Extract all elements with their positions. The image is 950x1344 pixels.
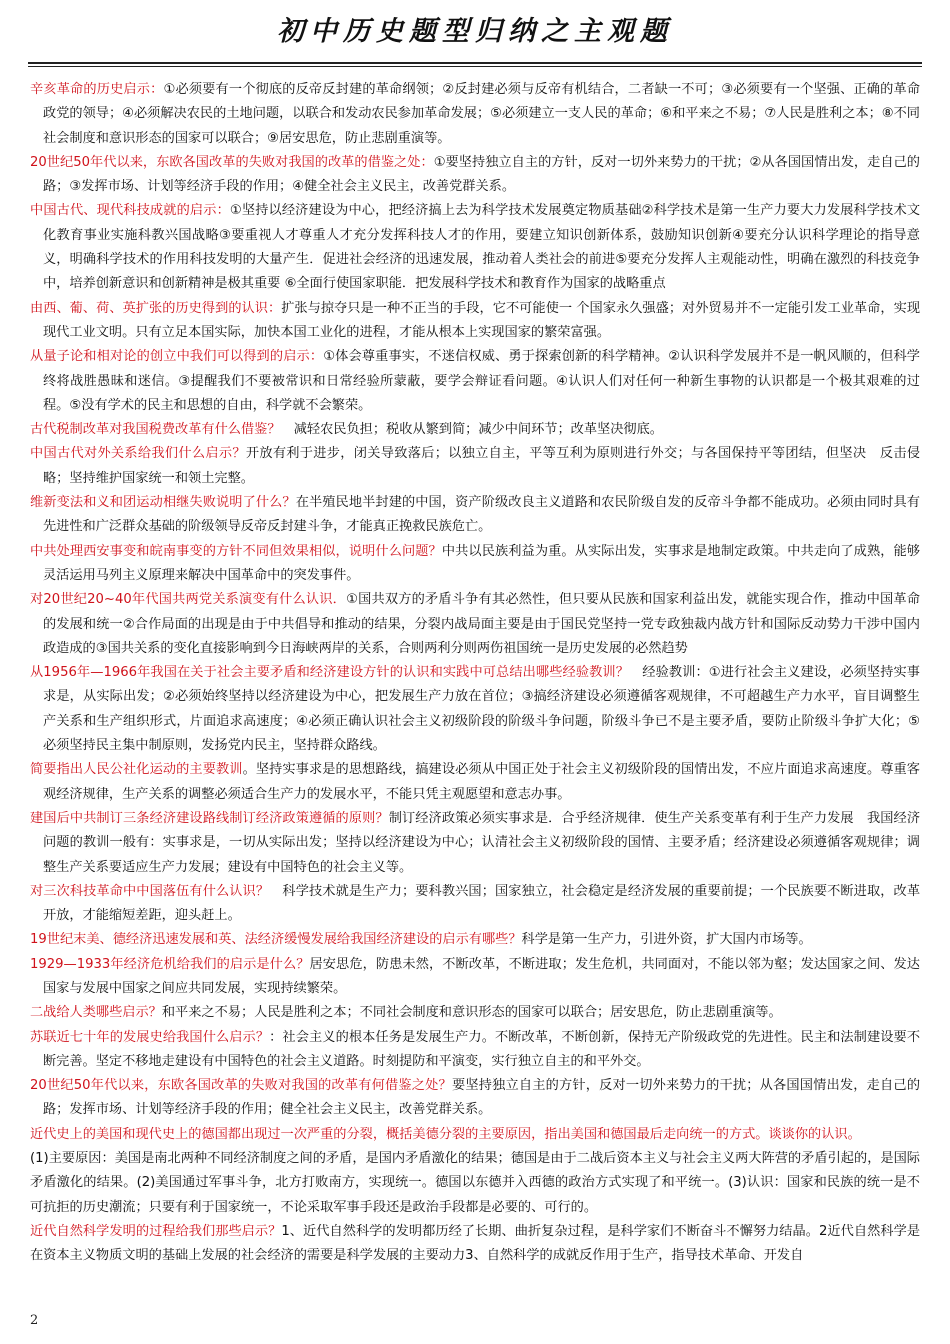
qa-entry <box>30 1123 920 1147</box>
qa-entry <box>30 1220 920 1269</box>
question-text: 建国后中共制订三条经济建设路线制订经济政策遵循的原则？ <box>30 810 389 826</box>
question-text: 苏联近七十年的发展史给我国什么启示？ <box>30 1029 270 1045</box>
answer-text: ：社会主义的根本任务是发展生产力。不断改革，不断创新，保持无产阶级政党的先进性。民主和法制建设要不断完善。坚定不移地走建设有中国特色的社会主义道路。时刻提防和平演变，实行独立自主的和平外交。 <box>43 1029 921 1069</box>
question-text: 对20世纪20~40年代国共两党关系演变有什么认识． <box>30 592 347 608</box>
question-text: 维新变法和义和团运动相继失败说明了什么？ <box>30 495 296 511</box>
question-text: 从量子论和相对论的创立中我们可以得到的启示： <box>30 349 324 365</box>
question-text: 1929—1933年经济危机给我们的启示是什么？ <box>30 956 310 972</box>
question-text: 近代史上的美国和现代史上的德国都出现过一次严重的分裂，概括美德分裂的主要原因，指出美国和德国最后走向统一的方式。谈谈你的认识。 <box>30 1126 861 1142</box>
qa-entry <box>30 588 920 661</box>
question-text: 中国古代、现代科技成就的启示： <box>30 203 230 219</box>
page-header <box>28 8 922 66</box>
question-text: 中共处理西安事变和皖南事变的方针不同但效果相似，说明什么问题？ <box>30 543 442 559</box>
answer-text: 在半殖民地半封建的中国，资产阶级改良主义道路和农民阶级自发的反帝斗争都不能成功。必须由同时具有先进性和广泛群众基础的阶级领导反帝反封建斗争，才能真正挽救民族危亡。 <box>43 495 920 535</box>
question-text: 辛亥革命的历史启示： <box>30 82 164 97</box>
question-text: 由西、葡、荷、英扩张的历史得到的认识： <box>30 300 282 316</box>
answer-text: 和平来之不易；人民是胜利之本；不同社会制度和意识形态的国家可以联合；居安思危，防止悲剧重演等。 <box>161 1005 782 1021</box>
answer-text: 居安思危，防患未然，不断改革，不断进取；发生危机，共同面对，不能以邻为壑；发达国家之间、发达国家与发展中国家之间应共同发展，实现持续繁荣。 <box>43 956 920 996</box>
answer-text: 要坚持独立自主的方针，反对一切外来势力的干扰；从各国国情出发，走自己的路；发挥市场、计划等经济手段的作用；健全社会主义民主，改善党群关系。 <box>43 1078 921 1118</box>
answer-text: 。坚持实事求是的思想路线，搞建设必须从中国正处于社会主义初级阶段的国情出发，不应片面追求高速度。尊重客观经济规律，生产关系的调整必须适合生产力的发展水平，不能只凭主观愿望和意志办事。 <box>43 762 920 802</box>
qa-entry <box>30 442 920 491</box>
qa-entry <box>30 1026 920 1075</box>
answer-text: ①要坚持独立自主的方针，反对一切外来势力的干扰；②从各国国情出发，走自己的路；③发挥市场、计划等经济手段的作用；④健全社会主义民主，改善党群关系。 <box>43 154 920 195</box>
answer-text: ①必须要有一个彻底的反帝反封建的革命纲领；②反封建必须与反帝有机结合，二者缺一不可；③必须要有一个坚强、正确的革命政党的领导；④必须解决农民的土地问题，以联合和发动农民参加革命发展；⑤必须建立一支人民的革命；⑥和平来之不易；⑦人民是胜利之本；⑧不同社会制度和意识形态的国家可以联合；⑨居安思危，防止悲剧重演等。 <box>43 82 921 146</box>
question-text: 对三次科技革命中中国落伍有什么认识？ <box>30 883 270 899</box>
qa-entry <box>30 758 920 807</box>
answer-text: 经验教训：①进行社会主义建设，必须坚持实事求是，从实际出发；②必须始终坚持以经济建设为中心，把发展生产力放在首位；③搞经济建设必须遵循客观规律，不可超越生产力水平，盲目调整生产关系和生产组织形式，片面追求高速度；④必须正确认识社会主义初级阶段的阶级斗争问题，阶级斗争已不是主要矛盾，要防止阶级斗争扩大化；⑤必须坚持民主集中制原则，发扬党内民主，坚持群众路线。 <box>43 665 920 754</box>
answer-text: 扩张与掠夺只是一种不正当的手段，它不可能使一 个国家永久强盛；对外贸易并不一定能引发工业革命，实现现代工业文明。只有立足本国实际，加快本国工业化的进程，才能从根本上实现国家的繁荣富强。 <box>43 300 921 340</box>
page-number: 2 <box>30 1313 39 1328</box>
answer-text: 科学技术就是生产力；要科教兴国；国家独立，社会稳定是经济发展的重要前提；一个民族要不断进取，改革开放，才能缩短差距，迎头赶上。 <box>43 883 921 924</box>
question-text: 20世纪50年代以来，东欧各国改革的失败对我国的改革的借鉴之处： <box>30 154 434 170</box>
answer-text: (1)主要原因：美国是南北两种不同经济制度之间的矛盾，是国内矛盾激化的结果；德国是由于二战后资本主义与社会主义两大阵营的矛盾引起的，是国际矛盾激化的结果。(2)美国通过军事斗争，北方打败南方，实现统一。德国以东德并入西德的政治方式实现了和平统一。(3)认识：国家和民族的统一是不可抗拒的历史潮流；只要有利于国家统一，不论采取军事手段还是政治手段都是必要的、可行的。 <box>30 1151 920 1215</box>
question-text: 中国古代对外关系给我们什么启示？ <box>30 446 246 462</box>
qa-entry <box>30 1074 920 1123</box>
header-rule-thin <box>28 66 922 67</box>
answer-text: ①坚持以经济建设为中心，把经济搞上去为科学技术发展奠定物质基础②科学技术是第一生产力要大力发展科学技术文化教育事业实施科教兴国战略③要重视人才尊重人才充分发挥科技人才的作用，要建立知识创新体系，鼓励知识创新④要充分认识科学理论的指导意义，明确科学技术的作用科技发明的大量产生．促进社会经济的迅速发展，推动着人类社会的前进⑤要充分发挥人主观能动性，明确在激烈的科技竞争中，培养创新意识和创新精神是极其重要 ⑥全面行使国家职能．把发展科学技术和教育作为国家的战略重点 <box>43 203 921 292</box>
answer-text: 中共以民族利益为重。从实际出发，实事求是地制定政策。中共走向了成熟，能够灵活运用马列主义原理来解决中国革命中的突发事件。 <box>43 543 921 583</box>
question-text: 从1956年—1966年我国在关于社会主要矛盾和经济建设方针的认识和实践中可总结出哪些经验教训？ <box>30 665 629 681</box>
qa-entry <box>30 78 920 151</box>
qa-entry <box>30 199 920 296</box>
answer-text: 科学是第一生产力，引进外资，扩大国内市场等。 <box>521 932 812 948</box>
question-text: 近代自然科学发明的过程给我们那些启示？ <box>30 1223 282 1239</box>
document-title: 初中历史题型归纳之主观题 <box>277 16 673 47</box>
qa-entry <box>30 1001 920 1025</box>
document-body <box>30 78 920 1269</box>
question-text: 二战给人类哪些启示？ <box>30 1005 162 1021</box>
qa-entry <box>30 880 920 929</box>
question-text: 古代税制改革对我国税费改革有什么借鉴？ <box>30 422 281 438</box>
qa-entry <box>30 953 920 1002</box>
qa-entry <box>30 1147 920 1220</box>
answer-text: 开放有利于进步，闭关导致落后；以独立自主，平等互利为原则进行外交；与各国保持平等团结，但坚决 反击侵略；坚持维护国家统一和领土完整。 <box>43 446 921 486</box>
qa-entry <box>30 345 920 418</box>
question-text: 19世纪末美、德经济迅速发展和英、法经济缓慢发展给我国经济建设的启示有哪些？ <box>30 932 522 948</box>
header-rule-thick <box>28 62 922 64</box>
question-text: 20世纪50年代以来，东欧各国改革的失败对我国的改革有何借鉴之处？ <box>30 1078 452 1094</box>
answer-text: 制订经济政策必须实事求是．合乎经济规律．使生产关系变革有利于生产力发展 我国经济问题的教训一般有：实事求是，一切从实际出发；坚持以经济建设为中心；认清社会主义初级阶段的国情、主要矛盾；经济建设必须遵循客观规律；调整生产关系要适应生产力发展；建设有中国特色的社会主义等。 <box>43 810 921 875</box>
answer-text: ①体会尊重事实，不迷信权威、勇于探索创新的科学精神。②认识科学发展并不是一帆风顺的，但科学终将战胜愚昧和迷信。③提醒我们不要被常识和日常经验所蒙蔽，要学会辩证看问题。④认识人们对任何一种新生事物的认识都是一个极其艰难的过程。⑤没有学术的民主和思想的自由，科学就不会繁荣。 <box>43 349 920 413</box>
qa-entry <box>30 661 920 758</box>
answer-text: ①国共双方的矛盾斗争有其必然性，但只要从民族和国家利益出发，就能实现合作，推动中国革命的发展和统一②合作局面的出现是由于中共倡导和推动的结果，分裂内战局面主要是由于国民党坚持一党专政独裁内战方针和国际反动势力干涉中国内政造成的③国共关系的变化直接影响到今日海峡两岸的关系，合则两利分则两伤祖国统一是历史发展的必然趋势 <box>43 592 921 656</box>
qa-entry <box>30 418 920 442</box>
qa-entry <box>30 807 920 880</box>
answer-text: 减轻农民负担；税收从繁到简；减少中间环节；改革坚决彻底。 <box>280 422 663 438</box>
question-text: 简要指出人民公社化运动的主要教训 <box>30 762 243 778</box>
qa-entry <box>30 540 920 589</box>
answer-text: 1、近代自然科学的发明都历经了长期、曲折复杂过程，是科学家们不断奋斗不懈努力结晶。2近代自然科学是在资本主义物质文明的基础上发展的社会经济的需要是科学发展的主要动力3、自然科学的成就反作用于生产，指导技术革命、开发自 <box>30 1223 921 1264</box>
qa-entry <box>30 297 920 346</box>
qa-entry <box>30 491 920 540</box>
qa-entry <box>30 928 920 952</box>
qa-entry <box>30 151 920 200</box>
